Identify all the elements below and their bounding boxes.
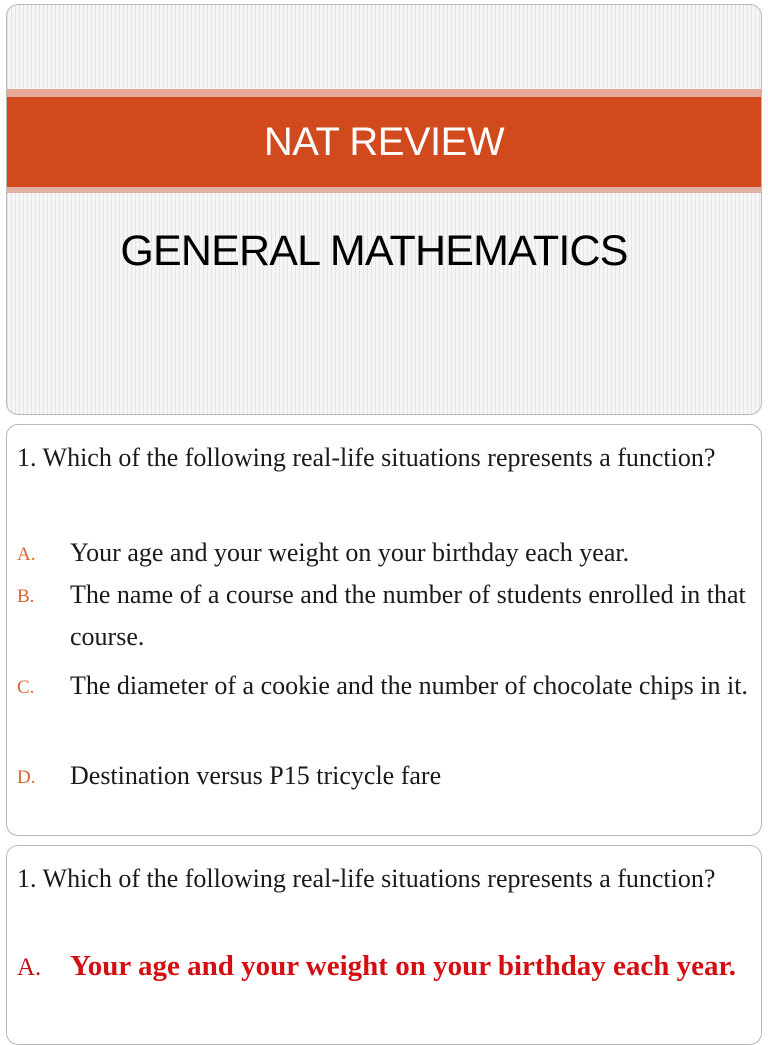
slide-subtitle: GENERAL MATHEMATICS: [120, 227, 628, 275]
title-slide: [6, 4, 762, 415]
question-slide: [6, 424, 762, 836]
option-text: Destination versus P15 tricycle fare: [70, 761, 442, 790]
question-text: 1. Which of the following real-life situations represents a function?: [17, 864, 716, 893]
option-letter: C.: [17, 677, 35, 698]
title-band-accent-bottom: [7, 187, 761, 193]
option-text: The diameter of a cookie and the number of chocolate chips in it.: [70, 671, 748, 700]
option-letter: D.: [17, 767, 36, 788]
question-text: 1. Which of the following real-life situations represents a function?: [17, 443, 716, 472]
title-band-accent-top: [7, 89, 761, 97]
option-text: Your age and your weight on your birthday each year.: [70, 538, 630, 567]
answer-slide: [6, 845, 762, 1045]
option-text: The name of a course and the number of students enrolled in that course.: [70, 580, 746, 651]
answer-text: Your age and your weight on your birthday each year.: [70, 950, 736, 982]
answer-letter: A.: [17, 954, 42, 981]
slide-heading: NAT REVIEW: [263, 119, 505, 164]
title-band: [7, 97, 761, 187]
option-letter: B.: [17, 586, 35, 607]
option-letter: A.: [17, 544, 36, 565]
